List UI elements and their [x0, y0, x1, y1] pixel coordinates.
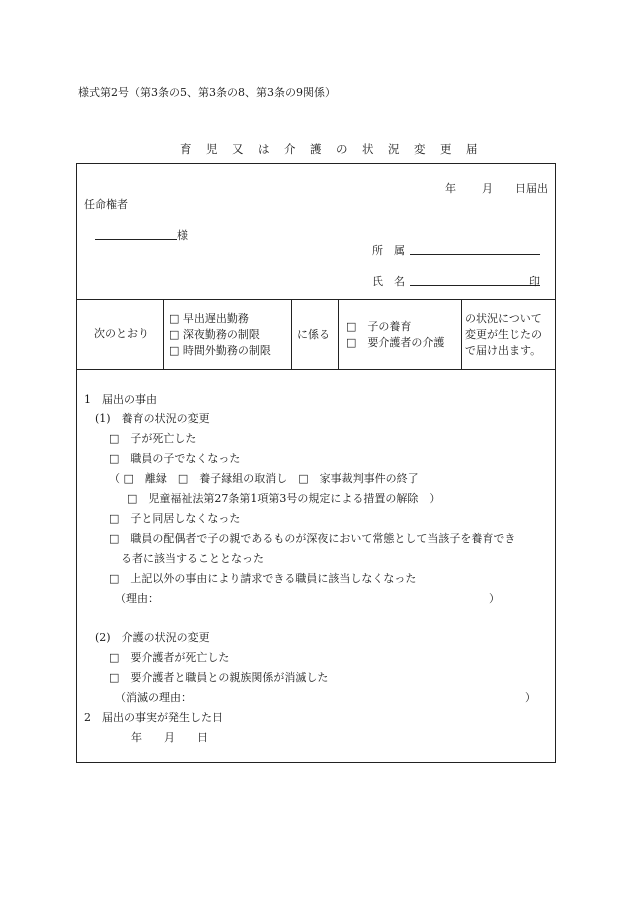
name-line[interactable]	[410, 285, 540, 286]
title-char: の	[336, 142, 348, 156]
affiliation-label: 所 属	[372, 244, 405, 257]
mid-col5-line: 変更が生じたの	[465, 328, 542, 341]
item-divorce-options[interactable]: （ □ 離縁 □ 養子縁組の取消し □ 家事裁判事件の終了	[109, 472, 419, 485]
title-char: 状	[362, 142, 374, 156]
option-night-limit[interactable]: □ 深夜勤務の制限	[169, 328, 260, 341]
item-not-child[interactable]: □ 職員の子でなくなった	[109, 452, 241, 465]
title-char: 変	[414, 142, 426, 156]
section1-1-title: (1) 養育の状況の変更	[95, 412, 210, 425]
title-char: 護	[310, 142, 322, 156]
mid-col5-line: で届け出ます。	[465, 344, 542, 357]
option-overtime-limit[interactable]: □ 時間外勤務の制限	[169, 344, 271, 357]
affiliation-line[interactable]	[410, 254, 540, 255]
title-char: 況	[388, 142, 400, 156]
col-divider	[461, 299, 462, 369]
title-char: 届	[466, 142, 478, 156]
mid-col3-text: に係る	[297, 328, 330, 341]
extinction-reason-close: ）	[525, 691, 536, 704]
title-char: 児	[206, 142, 218, 156]
option-nursing-care[interactable]: □ 要介護者の介護	[346, 336, 445, 349]
reason-label: （理由：	[115, 592, 159, 605]
item-relation-ended[interactable]: □ 要介護者と職員との親族関係が消滅した	[109, 671, 329, 684]
section1-2-title: (2) 介護の状況の変更	[95, 631, 210, 644]
appointer-label: 任命権者	[84, 198, 128, 211]
submit-day-label: 日届出	[515, 182, 548, 195]
col-divider	[163, 299, 164, 369]
item-not-cohabiting[interactable]: □ 子と同居しなくなった	[109, 512, 241, 525]
col-divider	[338, 299, 339, 369]
reason-close: ）	[489, 592, 500, 605]
item-other-reason[interactable]: □ 上記以外の事由により請求できる職員に該当しなくなった	[109, 572, 417, 585]
title-char: 更	[440, 142, 452, 156]
mid-col5-line: の状況について	[465, 312, 542, 325]
month-label: 月	[482, 182, 493, 195]
title-char: 又	[232, 142, 244, 156]
title-char: は	[258, 142, 270, 156]
mid-col1-text: 次のとおり	[94, 327, 149, 340]
option-child-care[interactable]: □ 子の養育	[346, 320, 412, 333]
title-char: 育	[180, 142, 192, 156]
item-child-died[interactable]: □ 子が死亡した	[109, 432, 197, 445]
item-child-welfare[interactable]: □ 児童福祉法第27条第1項第3号の規定による措置の解除 ）	[127, 492, 441, 505]
form-box	[76, 163, 556, 763]
title-char: 介	[284, 142, 296, 156]
form-number: 様式第2号（第3条の5、第3条の8、第3条の9関係）	[78, 86, 336, 99]
year-label: 年	[445, 182, 456, 195]
item-care-recipient-died[interactable]: □ 要介護者が死亡した	[109, 651, 230, 664]
item-spouse-night[interactable]: □ 職員の配偶者で子の親であるものが深夜において常態として当該子を養育でき	[109, 532, 516, 545]
col-divider	[291, 299, 292, 369]
sama-label: 様	[177, 229, 188, 242]
seal-label: 印	[529, 275, 540, 288]
section2-title: 2 届出の事実が発生した日	[84, 711, 223, 724]
option-early-late[interactable]: □ 早出遅出勤務	[169, 312, 249, 325]
divider-bottom	[77, 369, 555, 370]
section1-title: 1 届出の事由	[84, 393, 157, 406]
divider-top	[77, 299, 555, 300]
form-title	[180, 141, 478, 157]
item-spouse-night-cont: る者に該当することとなった	[121, 552, 264, 565]
name-label: 氏 名	[372, 275, 405, 288]
appointer-name-line[interactable]	[95, 239, 177, 240]
extinction-reason-label: （消滅の理由：	[115, 691, 192, 704]
occurrence-date[interactable]: 年 月 日	[131, 731, 208, 744]
